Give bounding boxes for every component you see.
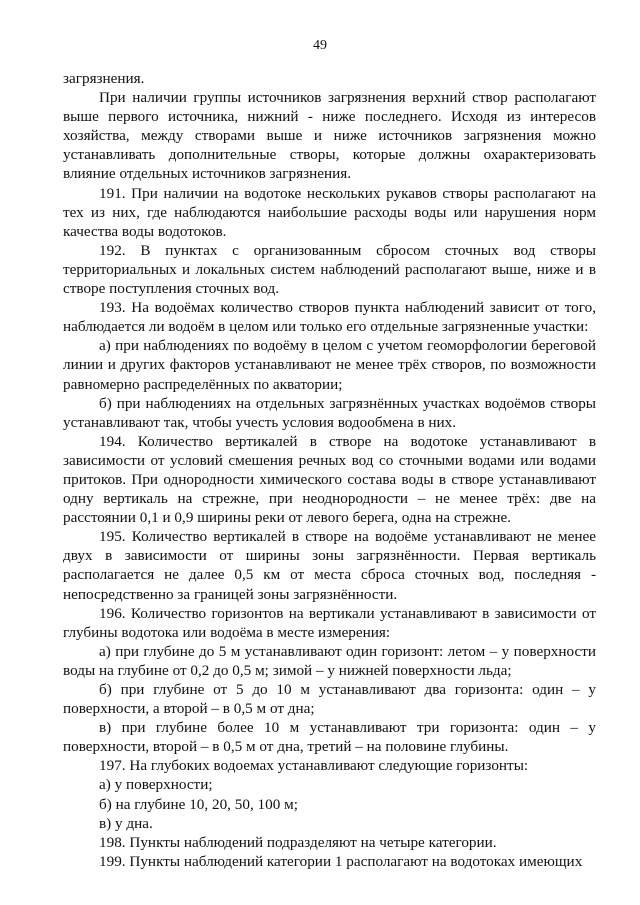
paragraph-199: 199. Пункты наблюдений категории 1 располагают на водотоках имеющих [99, 852, 583, 870]
paragraph-continuation: загрязнения. [63, 70, 145, 87]
paragraph-197-b: б) на глубине 10, 20, 50, 100 м; [99, 795, 298, 813]
paragraph-197-a: а) у поверхности; [99, 776, 213, 794]
page-body [63, 69, 596, 871]
paragraph-192: 192. В пунктах с организованным сбросом сточных вод створы территориальных и локальных систем наблюдений располагают выше, ниже и в створе поступления сточных вод. [63, 241, 596, 298]
paragraph-196-c: в) при глубине более 10 м устанавливают три горизонта: один – у поверхности, второй – в 0,5 м от дна, третий – на половине глубины. [63, 719, 596, 756]
paragraph-196-b: б) при глубине от 5 до 10 м устанавливают два горизонта: один – у поверхности, а второй – в 0,5 м от дна; [63, 681, 596, 718]
paragraph-193: 193. На водоёмах количество створов пункта наблюдений зависит от того, наблюдается ли водоём в целом или только его отдельные загрязненные участки: [63, 299, 596, 336]
paragraph-197: 197. На глубоких водоемах устанавливают следующие горизонты: [99, 757, 529, 775]
paragraph-194: 194. Количество вертикалей в створе на водотоке устанавливают в зависимости от условий смешения речных вод со сточными водами или водами притоков. При однородности химического состава воды в створе устанавливают одну вертикаль на стрежне, при неоднородности – не менее трёх: две на расстоянии 0,1 и 0,9 ширины реки от левого берега, одна на стрежне. [63, 432, 596, 527]
page-number: 49 [313, 38, 327, 53]
paragraph-195: 195. Количество вертикалей в створе на водоёме устанавливают не менее двух в зависимости от ширины зоны загрязнённости. Первая вертикаль располагается не далее 0,5 км от места сброса сточных вод, последняя - непосредственно за границей зоны загрязнённости. [63, 528, 596, 603]
paragraph-196-a: а) при глубине до 5 м устанавливают один горизонт: летом – у поверхности воды на глубине от 0,2 до 0,5 м; зимой – у нижней поверхности льда; [63, 642, 596, 679]
paragraph-193-a: а) при наблюдениях по водоёму в целом с учетом геоморфологии береговой линии и других факторов устанавливают не менее трёх створов, по возможности равномерно распределённых по акватории; [63, 337, 596, 393]
paragraph-196: 196. Количество горизонтов на вертикали устанавливают в зависимости от глубины водотока или водоёма в месте измерения: [63, 604, 596, 641]
paragraph-197-c: в) у дна. [99, 814, 153, 832]
paragraph-193-b: б) при наблюдениях на отдельных загрязнённых участках водоёмов створы устанавливают так, чтобы учесть условия водообмена в них. [63, 394, 596, 431]
paragraph-191: 191. При наличии на водотоке нескольких рукавов створы располагают на тех из них, где наблюдаются наибольшие расходы воды или нарушения норм качества воды водотоков. [63, 184, 596, 240]
paragraph-198: 198. Пункты наблюдений подразделяют на четыре категории. [99, 833, 497, 851]
paragraph-pollution-group: При наличии группы источников загрязнения верхний створ располагают выше первого источника, нижний - ниже последнего. Исходя из интересов хозяйства, между створами выше и ниже источников загрязнения можно устанавливать дополнительные створы, которые должны охарактеризовать влияние отдельных источников загрязнения. [63, 89, 596, 183]
